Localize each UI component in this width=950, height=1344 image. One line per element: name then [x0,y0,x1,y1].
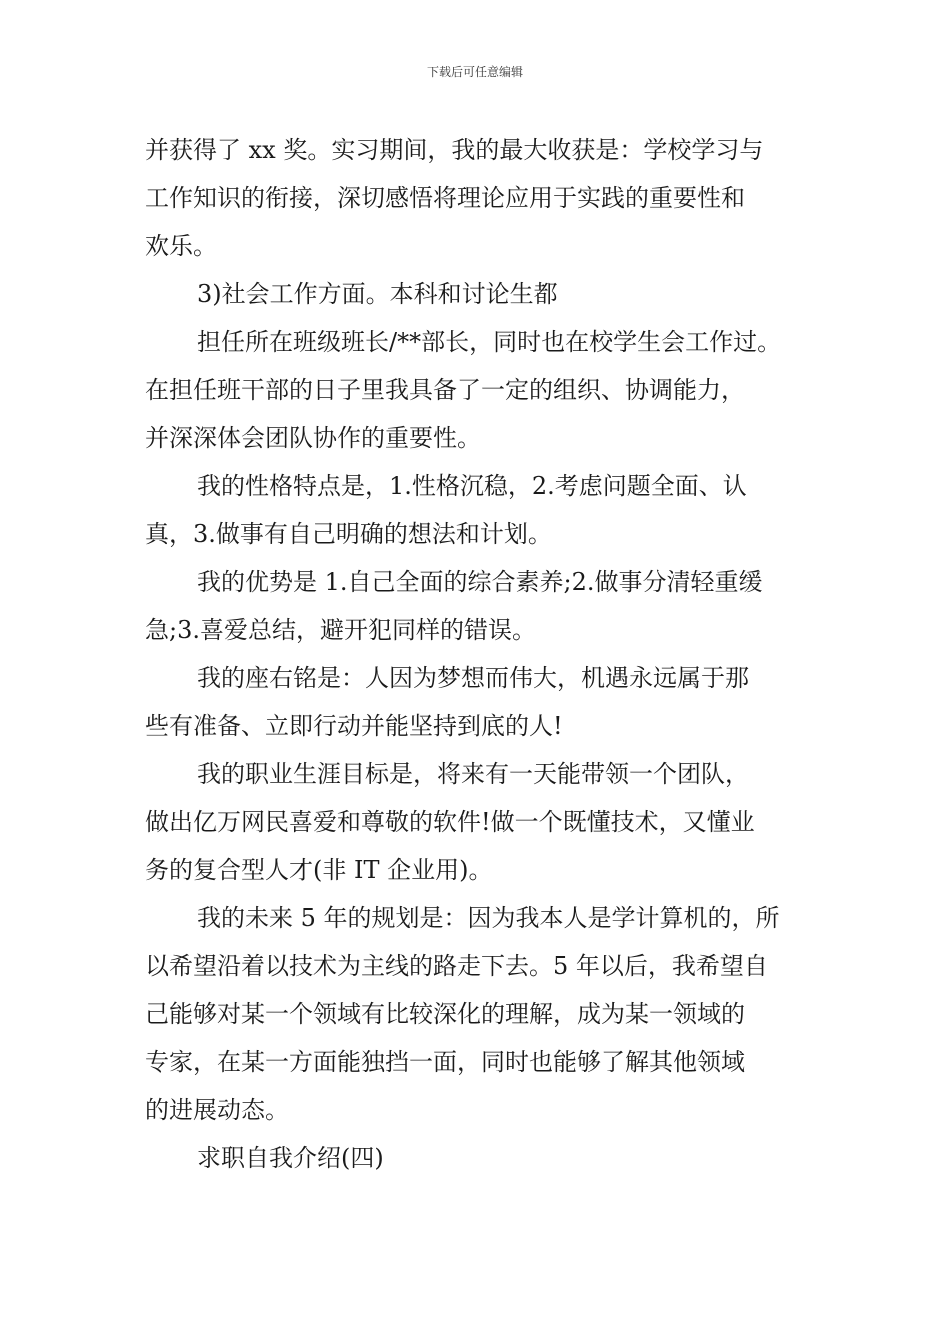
text-line: 担任所在班级班长/**部长，同时也在校学生会工作过。 [197,328,782,356]
paragraph [145,1134,815,1182]
paragraph [145,126,815,270]
text-line: 工作知识的衔接，深切感悟将理论应用于实践的重要性和 [145,184,745,212]
paragraph [145,750,815,894]
paragraph [145,558,815,654]
text-line: 的进展动态。 [145,1096,289,1124]
text-line: 专家，在某一方面能独挡一面，同时也能够了解其他领域 [145,1048,745,1076]
paragraph [145,270,815,318]
text-line: 欢乐。 [145,232,217,260]
text-line: 真，3.做事有自己明确的想法和计划。 [145,520,552,548]
document-body [145,126,815,1182]
text-line: 我的优势是 1.自己全面的综合素养;2.做事分清轻重缓 [197,568,763,596]
text-line: 做出亿万网民喜爱和尊敬的软件!做一个既懂技术，又懂业 [145,808,755,836]
text-line: 并深深体会团队协作的重要性。 [145,424,481,452]
text-line: 务的复合型人才(非 IT 企业用)。 [145,856,493,884]
text-line: 急;3.喜爱总结，避开犯同样的错误。 [145,616,536,644]
text-line: 以希望沿着以技术为主线的路走下去。5 年以后，我希望自 [145,952,768,980]
text-line: 些有准备、立即行动并能坚持到底的人! [145,712,563,740]
paragraph [145,318,815,462]
text-line: 己能够对某一个领域有比较深化的理解，成为某一领域的 [145,1000,745,1028]
paragraph [145,894,815,1134]
text-line: 在担任班干部的日子里我具备了一定的组织、协调能力， [145,376,745,404]
text-line: 求职自我介绍(四) [197,1144,384,1172]
text-line: 并获得了 xx 奖。实习期间，我的最大收获是：学校学习与 [145,136,764,164]
paragraph [145,462,815,558]
text-line: 我的职业生涯目标是，将来有一天能带领一个团队， [197,760,749,788]
text-line: 我的座右铭是：人因为梦想而伟大，机遇永远属于那 [197,664,749,692]
text-line: 3)社会工作方面。本科和讨论生都 [197,280,558,308]
text-line: 我的性格特点是，1.性格沉稳，2.考虑问题全面、认 [197,472,747,500]
paragraph [145,654,815,750]
text-line: 我的未来 5 年的规划是：因为我本人是学计算机的，所 [197,904,780,932]
page-header: 下载后可任意编辑 [426,65,523,79]
